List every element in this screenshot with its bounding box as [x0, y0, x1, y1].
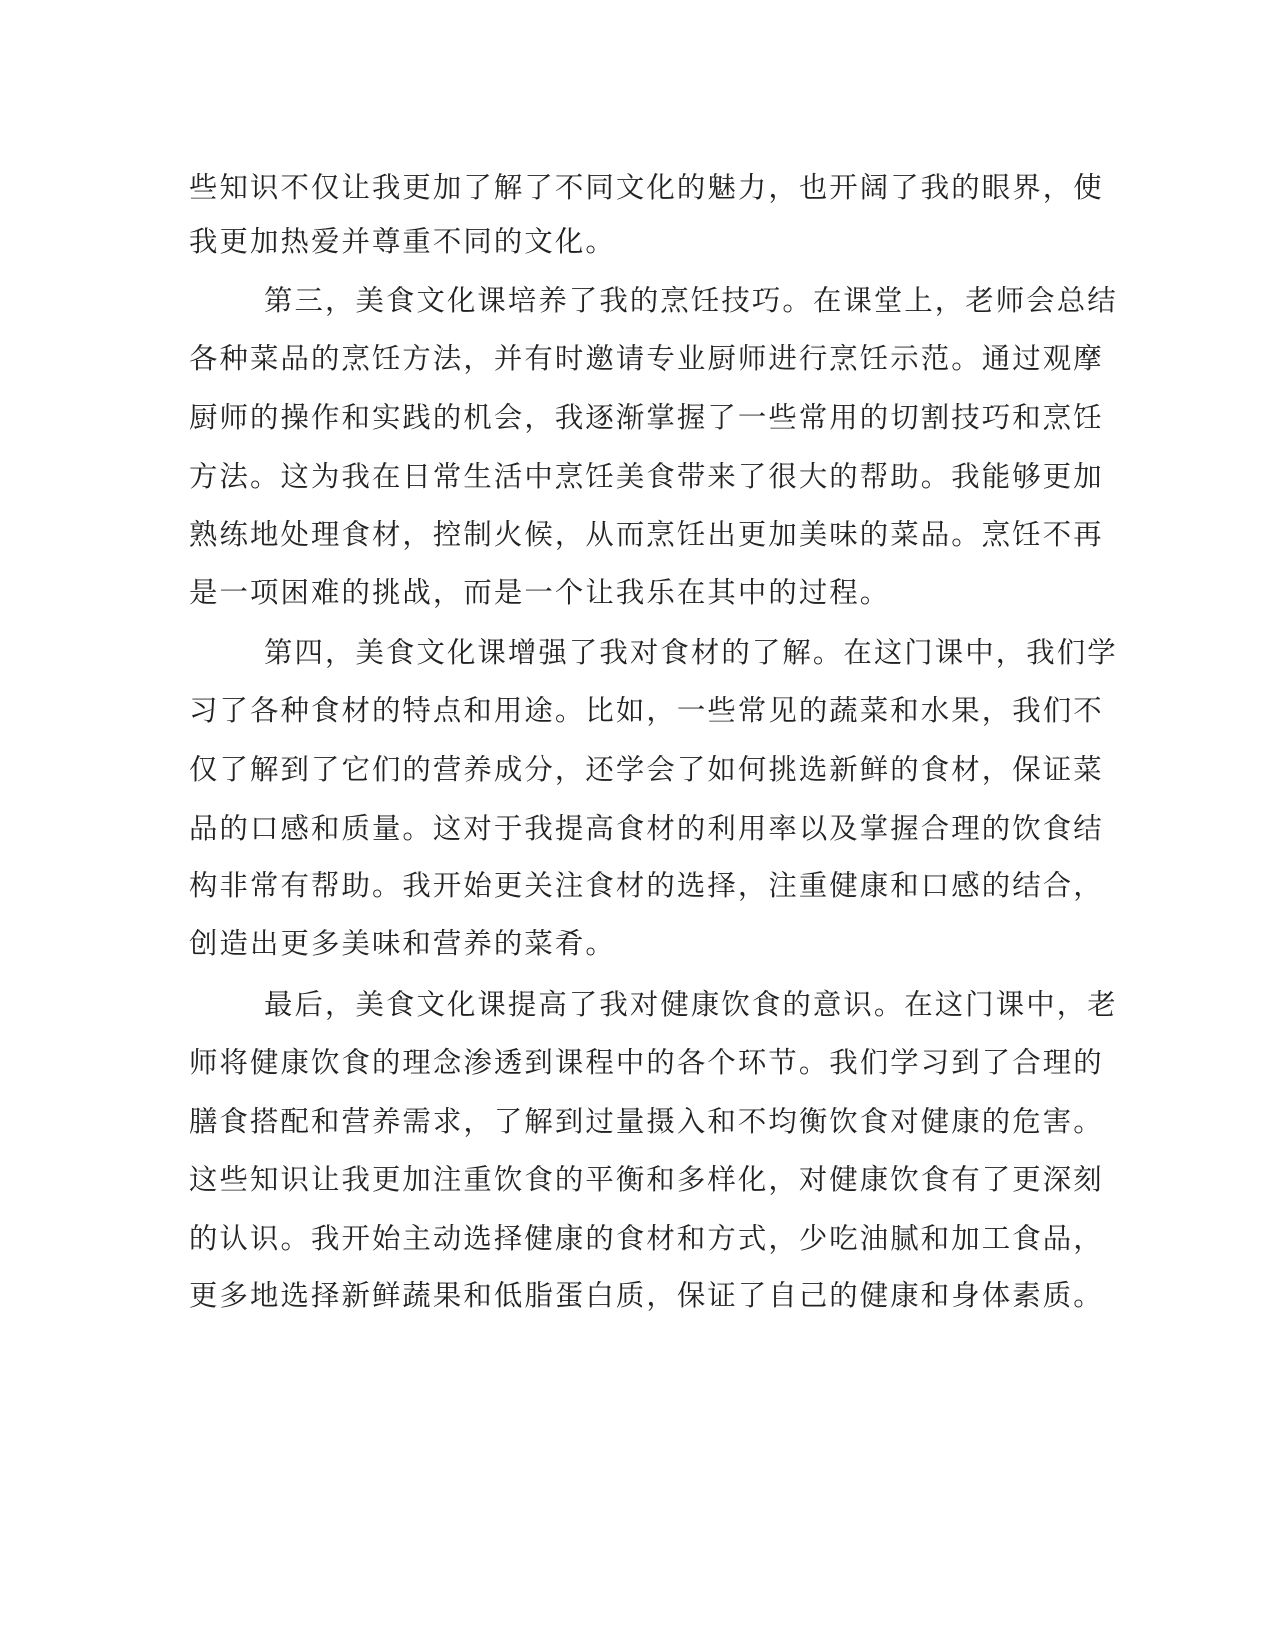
text-line: 更多地选择新鲜蔬果和低脂蛋白质，保证了自己的健康和身体素质。 — [189, 1279, 1104, 1312]
text-line: 我更加热爱并尊重不同的文化。 — [189, 225, 616, 258]
text-line: 是一项困难的挑战，而是一个让我乐在其中的过程。 — [189, 576, 891, 609]
text-line: 师将健康饮食的理念渗透到课程中的各个环节。我们学习到了合理的 — [189, 1046, 1104, 1079]
text-line: 熟练地处理食材，控制火候，从而烹饪出更加美味的菜品。烹饪不再 — [189, 518, 1104, 551]
text-line: 构非常有帮助。我开始更关注食材的选择，注重健康和口感的结合， — [189, 869, 1104, 902]
text-line: 创造出更多美味和营养的菜肴。 — [189, 927, 616, 960]
text-line: 习了各种食材的特点和用途。比如，一些常见的蔬菜和水果，我们不 — [189, 694, 1104, 727]
text-line: 仅了解到了它们的营养成分，还学会了如何挑选新鲜的食材，保证菜 — [189, 753, 1104, 786]
text-line: 方法。这为我在日常生活中烹饪美食带来了很大的帮助。我能够更加 — [189, 460, 1104, 493]
text-line: 的认识。我开始主动选择健康的食材和方式，少吃油腻和加工食品， — [189, 1222, 1104, 1255]
text-line: 些知识不仅让我更加了解了不同文化的魅力，也开阔了我的眼界，使 — [189, 171, 1104, 204]
text-line: 各种菜品的烹饪方法，并有时邀请专业厨师进行烹饪示范。通过观摩 — [189, 342, 1104, 375]
text-line: 厨师的操作和实践的机会，我逐渐掌握了一些常用的切割技巧和烹饪 — [189, 401, 1104, 434]
text-line: 品的口感和质量。这对于我提高食材的利用率以及掌握合理的饮食结 — [189, 812, 1104, 845]
text-line: 最后，美食文化课提高了我对健康饮食的意识。在这门课中，老 — [264, 988, 1118, 1021]
text-line: 膳食搭配和营养需求，了解到过量摄入和不均衡饮食对健康的危害。 — [189, 1105, 1104, 1138]
text-line: 第四，美食文化课增强了我对食材的了解。在这门课中，我们学 — [264, 636, 1118, 669]
text-line: 这些知识让我更加注重饮食的平衡和多样化，对健康饮食有了更深刻 — [189, 1163, 1104, 1196]
text-line: 第三，美食文化课培养了我的烹饪技巧。在课堂上，老师会总结 — [264, 284, 1118, 317]
